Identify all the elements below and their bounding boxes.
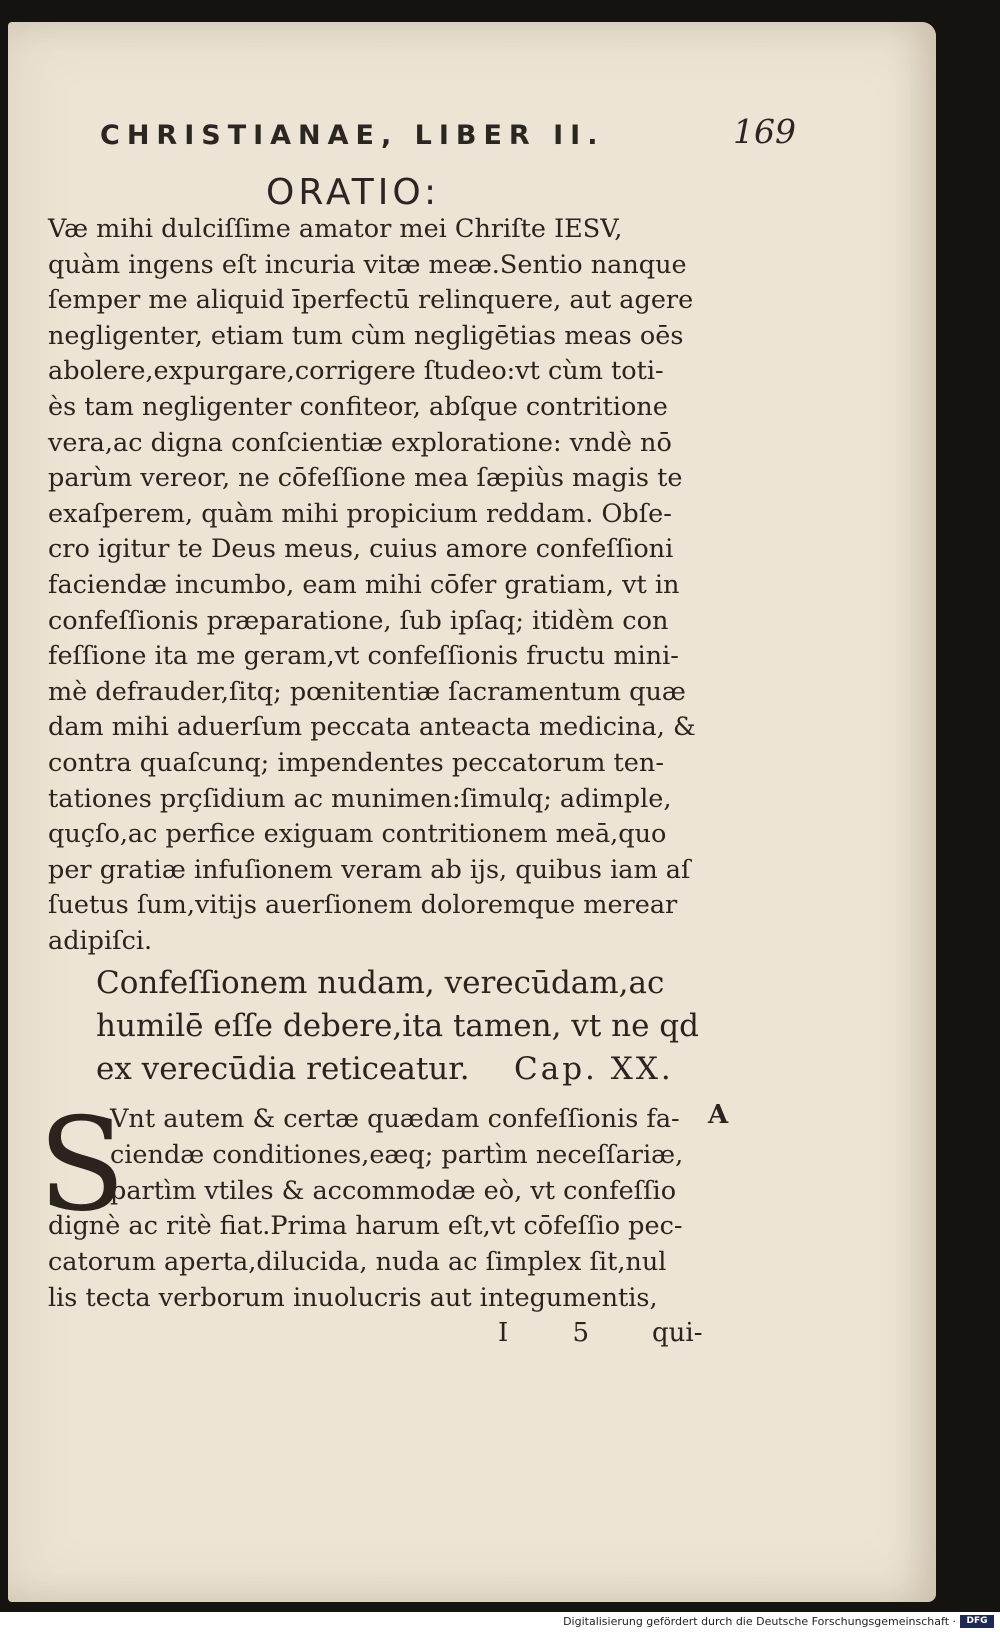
book-page [8, 22, 936, 1602]
footer-bar [0, 1612, 1000, 1632]
text-line: partìm vtiles & accommodæ eò, vt confeſſio [110, 1175, 677, 1206]
text-line: adipiſci. [48, 925, 153, 956]
text-line: ciendæ conditiones,eæq; partìm neceſſariæ, [110, 1139, 684, 1170]
text-line: confeſſionis præparatione, ſub ipſaq; itidèm con [48, 605, 669, 636]
chapter-title-line: ex verecūdia reticeatur. [96, 1051, 470, 1087]
chapter-number: Cap. XX. [514, 1051, 674, 1087]
text-line: Væ mihi dulciſſime amator mei Chriſte IESV, [48, 214, 623, 244]
chapter-text [48, 1102, 728, 1317]
text-line: negligenter, etiam tum cùm negligētias meas oēs [48, 320, 684, 351]
text-line: per gratiæ infuſionem veram ab ijs, quibus iam aſ [48, 854, 691, 885]
margin-letter: A [708, 1100, 729, 1130]
text-line: lis tecta verborum inuolucris aut integumentis, [48, 1282, 658, 1313]
text-line: Vnt autem & certæ quædam confeſſionis fa- [110, 1104, 680, 1134]
chapter-title [96, 962, 736, 1091]
text-line: quàm ingens eſt incuria vitæ meæ.Sentio nanque [48, 249, 687, 280]
text-line: tationes prçſidium ac munimen:ſimulq; adimple, [48, 783, 672, 814]
chapter-title-line: Confeſſionem nudam, verecūdam,ac [96, 965, 665, 1001]
signature-mark: I 5 [498, 1318, 618, 1348]
text-line: ès tam negligenter confiteor, abſque contritione [48, 391, 668, 422]
text-line: feſſione ita me geram,vt confeſſionis fructu mini- [48, 641, 679, 672]
text-line: quçſo,ac perfice exiguam contritionem meā,quo [48, 819, 667, 850]
text-line: ſuetus ſum,vitijs auerſionem doloremque merear [48, 890, 678, 921]
section-heading: ORATIO: [266, 172, 441, 213]
catchword: qui- [652, 1318, 703, 1348]
text-line: abolere,expurgare,corrigere ſtudeo:vt cùm toti- [48, 356, 664, 387]
text-line: contra quaſcunq; impendentes peccatorum ten- [48, 747, 664, 778]
text-line: faciendæ incumbo, eam mihi cōfer gratiam, vt in [48, 569, 680, 600]
text-line: parùm vereor, ne cōfeſſione mea ſæpiùs magis te [48, 463, 683, 494]
drop-cap: S [38, 1091, 126, 1240]
oratio-text [48, 212, 708, 959]
text-line: catorum aperta,dilucida, nuda ac ſimplex ſit,nul [48, 1247, 667, 1278]
text-line: mè defrauder,ſitq; pœnitentiæ ſacramentum quæ [48, 676, 686, 707]
running-head: CHRISTIANAE, LIBER II. [100, 120, 605, 151]
text-line: ſemper me aliquid īperfectū relinquere, aut agere [48, 285, 694, 316]
text-line: vera,ac digna conſcientiæ exploratione: vndè nō [48, 427, 672, 458]
text-line: exaſperem, quàm mihi propicium reddam. Obſe- [48, 498, 672, 529]
dfg-logo: DFG [960, 1615, 994, 1628]
text-line: dam mihi aduerſum peccata anteacta medicina, & [48, 712, 696, 743]
text-line: cro igitur te Deus meus, cuius amore confeſſioni [48, 534, 674, 565]
chapter-title-line: humilē eſſe debere,ita tamen, vt ne qd [96, 1008, 699, 1044]
text-line: dignè ac ritè fiat.Prima harum eſt,vt cōfeſſio pec- [48, 1211, 683, 1242]
footer-text: Digitalisierung gefördert durch die Deutsche Forschungsgemeinschaft · [563, 1615, 956, 1628]
page-number: 169 [733, 112, 796, 151]
